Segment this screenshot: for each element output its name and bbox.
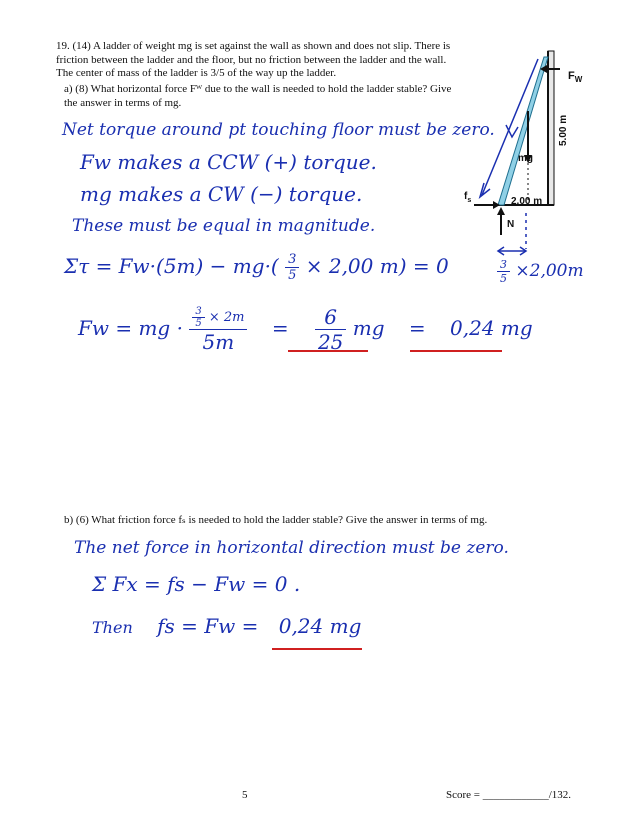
part-a-question: a) (8) What horizontal force Fᵂ due to the wall is needed to hold the ladder stable? Give the answer in terms of mg. (64, 83, 452, 109)
fw-eq-result-unit: mg (352, 316, 385, 340)
hand-note-frac (497, 258, 510, 285)
problem-header: 19. (14) A ladder of weight mg is set against the wall as shown and does not slip. There is friction between the ladder and the floor, but no friction between the ladder and the wall. The center of mass of the ladder is 3/5 of the way up the ladder. (56, 40, 451, 79)
hand-a-line3: mg makes a CW (−) torque. (80, 182, 363, 206)
part-b-question: b) (6) What friction force fₛ is needed to hold the ladder stable? Give the answer in terms of mg. (64, 514, 488, 526)
label-base: 2.00 m (511, 196, 543, 207)
fw-eq-equals: = (271, 316, 289, 340)
n-arrowhead (497, 207, 505, 215)
label-fw (568, 70, 582, 84)
score-line: Score = ____________/132. (446, 789, 572, 801)
label-fw-sub: W (574, 75, 583, 85)
fw-eq-inner-den: 5 (195, 317, 202, 329)
hand-a-line1: Net torque around pt touching floor must be zero. (62, 120, 495, 140)
ladder (498, 57, 548, 205)
fw-eq-inner-num: 3 (192, 306, 204, 318)
hand-note-num: 3 (497, 258, 510, 272)
hand-note-tail: ×2,00m (515, 261, 584, 281)
underline-0-24-mg-b (272, 648, 362, 650)
label-fw-main: F (568, 70, 575, 82)
torque-eq-frac-num: 3 (285, 252, 299, 268)
hand-b-eq2 (92, 614, 361, 638)
fw-equation (78, 305, 533, 354)
torque-eq-frac-den: 5 (288, 268, 297, 283)
label-height: 5.00 m (558, 114, 569, 146)
page-number: 5 (242, 789, 248, 801)
fw-eq-num-tail: × 2m (208, 309, 245, 325)
torque-eq-right: × 2,00 m) = 0 (305, 254, 449, 278)
label-fs (464, 191, 471, 204)
fw-eq-den: 5m (202, 329, 235, 354)
label-fs-main: f (464, 191, 468, 202)
hand-b-eq2-text: fs = Fw = (157, 614, 259, 638)
label-mg: mg (518, 153, 533, 164)
hand-b-then: Then (92, 618, 133, 637)
hand-b-line1: The net force in horizontal direction must be zero. (74, 538, 509, 558)
hand-note-den: 5 (500, 272, 507, 285)
torque-eq-fraction (285, 252, 299, 283)
torque-equation (64, 252, 449, 283)
underline-0-24-mg-a (410, 350, 502, 352)
fw-eq-equals2: = (408, 316, 426, 340)
hand-a-line2: Fw makes a CCW (+) torque. (80, 150, 377, 174)
fw-eq-final: 0,24 mg (450, 316, 533, 340)
torque-eq-left: Στ = Fw·(5m) − mg·( (64, 254, 279, 278)
hand-a-line4: These must be equal in magnitude. (72, 216, 376, 236)
fw-eq-result-frac (315, 305, 346, 354)
hand-b-eq1: Σ Fx = fs − Fw = 0 . (92, 572, 301, 596)
fw-eq-result-den: 25 (317, 330, 344, 354)
underline-6-25-mg (288, 350, 368, 352)
fw-eq-fraction (189, 306, 247, 354)
hand-arrow-bottom (480, 183, 490, 197)
fw-eq-left: Fw = mg · (78, 316, 183, 340)
fw-eq-result-num: 6 (315, 305, 346, 330)
hand-b-final: 0,24 mg (278, 614, 362, 638)
fw-eq-inner-frac (192, 306, 204, 329)
label-n: N (507, 219, 515, 230)
hand-diagram-note (497, 258, 584, 285)
label-fs-sub: s (467, 197, 472, 204)
fw-eq-num (189, 306, 247, 330)
